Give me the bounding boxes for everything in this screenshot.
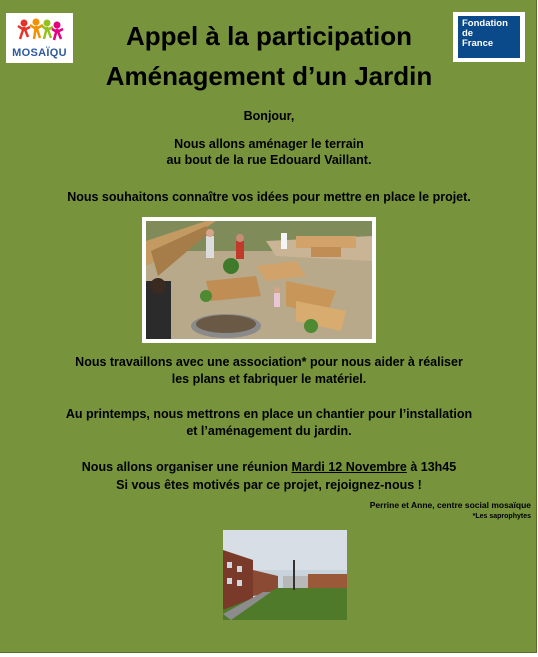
- paragraph-2: Nous souhaitons connaître vos idées pour mettre en place le projet.: [67, 190, 471, 204]
- title-line-1: Appel à la participation: [125, 21, 413, 51]
- paragraph-1-line-2: au bout de la rue Edouard Vaillant.: [166, 153, 372, 167]
- signature-authors: Perrine et Anne, centre social mosaïque: [369, 500, 531, 510]
- paragraph-3-line-1: Nous travaillons avec une association* pour nous aider à réaliser: [75, 355, 463, 369]
- fondation-de-france-logo-text: Fondation de France: [458, 16, 520, 58]
- meeting-date: Mardi 12 Novembre: [291, 460, 407, 474]
- dancing-figures-icon: [16, 17, 64, 47]
- title-line-2: Aménagement d’un Jardin: [105, 61, 433, 91]
- paragraph-4-line-2: et l’aménagement du jardin.: [186, 424, 352, 438]
- mosaique-logo-text: MOSAÏQU: [12, 47, 67, 59]
- garden-image: [146, 221, 372, 339]
- street-photo: [223, 530, 347, 620]
- paragraph-1-line-1: Nous allons aménager le terrain: [174, 137, 364, 151]
- meeting-prefix: Nous allons organiser une réunion: [81, 460, 292, 474]
- meeting-line: [20, 460, 518, 474]
- greeting: Bonjour,: [243, 109, 295, 123]
- garden-photo: [142, 217, 376, 343]
- paragraph-4-line-1: Au printemps, nous mettrons en place un chantier pour l’installation: [65, 407, 473, 421]
- invitation-line: Si vous êtes motivés par ce projet, rejoignez-nous !: [116, 478, 422, 492]
- meeting-time: à 13h45: [406, 460, 457, 474]
- signature-footnote: *Les saprophytes: [472, 513, 531, 520]
- paragraph-3-line-2: les plans et fabriquer le matériel.: [171, 372, 367, 386]
- street-image: [223, 530, 347, 620]
